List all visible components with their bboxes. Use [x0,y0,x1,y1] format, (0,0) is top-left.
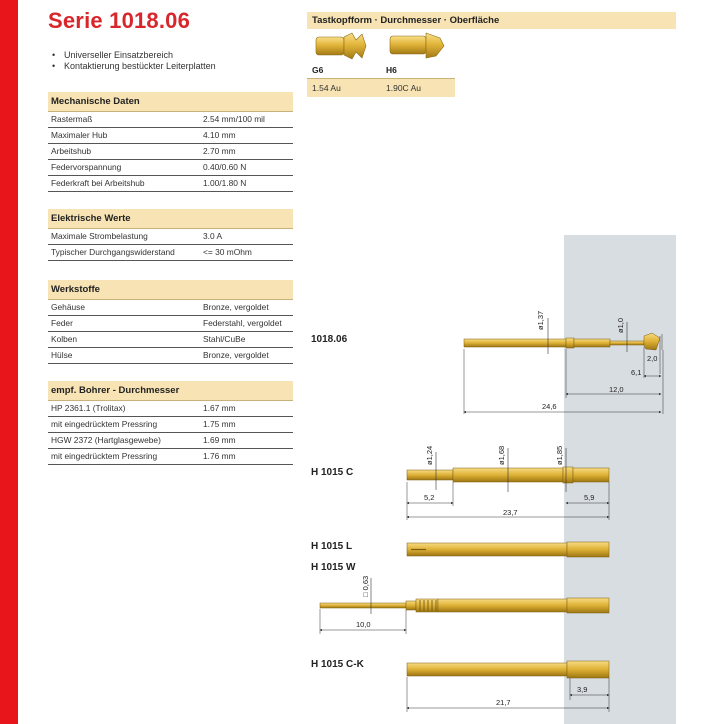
receptacle-end [407,470,453,480]
pin-barrel [574,339,610,347]
table-row: Gehäuse Bronze, vergoldet [48,300,293,316]
label-1018-06: 1018.06 [311,334,348,345]
section-header: Mechanische Daten [48,92,293,112]
receptacle-body [438,599,567,612]
label-h1015-l: H 1015 L [311,541,353,552]
label-h1015-ck: H 1015 C-K [311,659,364,670]
pin-collar [566,338,574,348]
table-row: Federkraft bei Arbeitshub 1.00/1.80 N [48,176,293,192]
bullet-item: • Kontaktierung bestückter Leiterplatten [52,61,216,72]
receptacle-head [567,598,609,613]
dim-label: 21,7 [496,698,511,707]
receptacle-head [567,661,609,678]
table-row: Feder Federstahl, vergoldet [48,316,293,332]
table-row: Rastermaß 2.54 mm/100 mil [48,112,293,128]
tip-value-g6: 1.54 Au [312,83,341,93]
dim-label: 2,0 [647,354,658,363]
dim-label: □ 0,63 [361,575,370,597]
dim-label: 3,9 [577,685,588,694]
wire-wrap-post [320,603,406,608]
section-header: Werkstoffe [48,280,293,300]
section-header: empf. Bohrer - Durchmesser [48,381,293,401]
dim-label: 5,9 [584,493,595,502]
receptacle-body [407,663,567,676]
dim-label: 12,0 [609,385,624,394]
drawing-h1015-l [407,542,609,557]
table-row: Kolben Stahl/CuBe [48,332,293,348]
dim-label: ø1,85 [555,445,564,465]
table-row: Federvorspannung 0.40/0.60 N [48,160,293,176]
receptacle-head [567,542,609,557]
table-row: HP 2361.1 (Trolitax) 1.67 mm [48,401,293,417]
dim-label: 23,7 [503,508,518,517]
dim-label: 24,6 [542,402,557,411]
page-title: Serie 1018.06 [48,8,191,33]
drawing-h1015-ck [407,661,609,712]
dim-label: ø1,0 [616,317,625,333]
table-row: Arbeitshub 2.70 mm [48,144,293,160]
post-shoulder [406,601,416,610]
drawing-h1015-c [407,446,609,520]
table-row: mit eingedrücktem Pressring 1.76 mm [48,449,293,465]
receptacle-collar [563,467,573,483]
dim-label: 10,0 [356,620,371,629]
table-row: Hülse Bronze, vergoldet [48,348,293,364]
table-row: HGW 2372 (Hartglasgewebe) 1.69 mm [48,433,293,449]
bullet-item: • Universeller Einsatzbereich [52,50,216,61]
tip-value-h6: 1.90C Au [386,83,421,93]
tip-header: Tastkopfform · Durchmesser · Oberfläche [307,12,676,29]
label-h1015-w: H 1015 W [311,562,356,573]
drawing-1018-06 [464,311,663,414]
dim-label: 6,1 [631,368,642,377]
dim-label: ø1,37 [536,310,545,330]
pin-tip [644,333,660,350]
table-row: mit eingedrücktem Pressring 1.75 mm [48,417,293,433]
receptacle-body [407,543,567,556]
dim-label: ø1,68 [497,445,506,465]
tip-column-h6: H6 [386,65,397,75]
receptacle-head [573,468,609,482]
table-row: Maximale Strombelastung 3.0 A [48,229,293,245]
pin-body [464,339,566,347]
drawing-h1015-w [320,576,609,634]
knurled-ring [416,599,438,612]
tip-column-g6: G6 [312,65,324,75]
table-row: Typischer Durchgangswiderstand <= 30 mOhm [48,245,293,261]
label-h1015-c: H 1015 C [311,467,354,478]
dim-label: ø1,24 [425,445,434,465]
dim-label: 5,2 [424,493,435,502]
section-header: Elektrische Werte [48,209,293,229]
table-row: Maximaler Hub 4.10 mm [48,128,293,144]
